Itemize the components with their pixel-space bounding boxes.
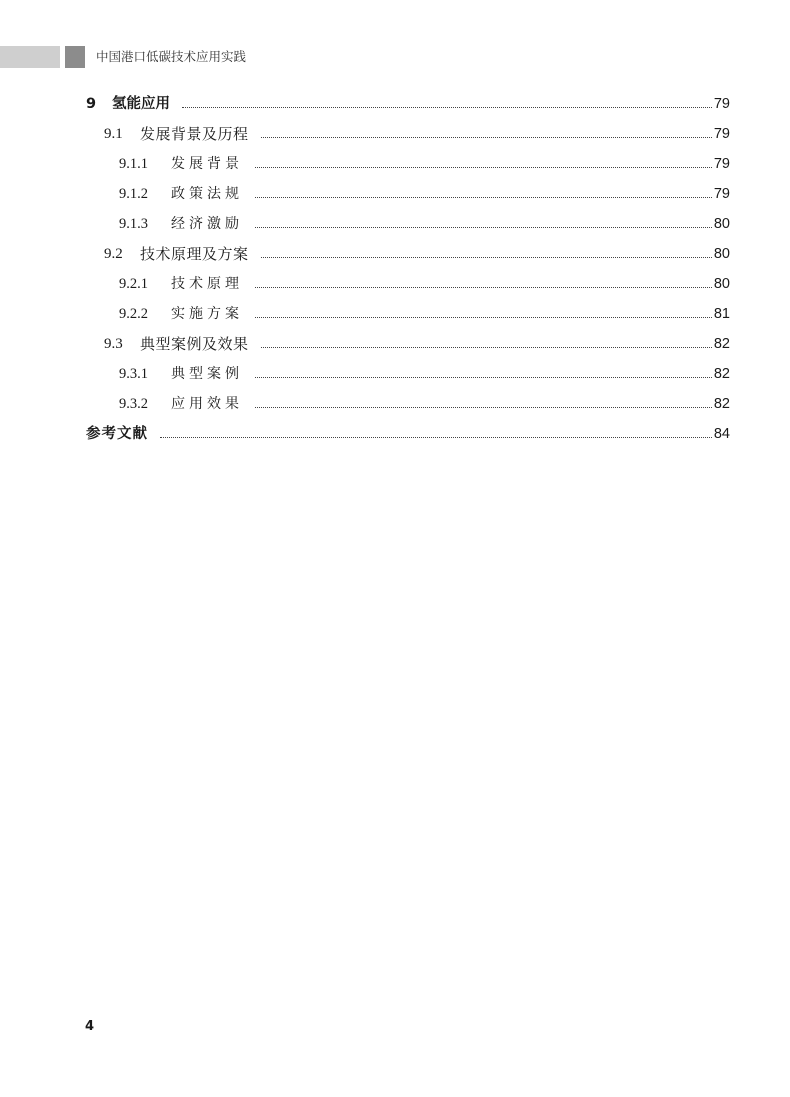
toc-entry-title: 经济激励 <box>171 216 243 232</box>
toc-entry-number: 9.2.2 <box>119 306 148 322</box>
page-number: 4 <box>85 1019 95 1034</box>
toc-entry-title: 应用效果 <box>171 396 243 412</box>
dot-leader <box>255 167 712 168</box>
toc-entry-number: 9.3 <box>104 336 123 352</box>
toc-entry-9-2-1[interactable] <box>119 269 730 299</box>
running-header-title: 中国港口低碳技术应用实践 <box>96 49 247 64</box>
toc-entry-title: 政策法规 <box>171 186 243 202</box>
toc-entry-page: 79 <box>713 126 730 142</box>
toc-entry-page: 80 <box>713 276 730 292</box>
toc-entry-9-1[interactable] <box>104 119 730 149</box>
dot-leader <box>255 227 712 228</box>
dot-leader <box>255 317 712 318</box>
toc-entry-chapter-9[interactable] <box>86 89 730 119</box>
dot-leader <box>182 107 712 108</box>
toc-entry-title: 参考文献 <box>86 426 148 442</box>
toc-entry-page: 81 <box>713 306 730 322</box>
toc-entry-number: 9.2 <box>104 246 123 262</box>
toc-entry-page: 82 <box>713 336 730 352</box>
toc-entry-9-1-3[interactable] <box>119 209 730 239</box>
toc-entry-number: 9.1 <box>104 126 123 142</box>
toc-entry-page: 82 <box>713 366 730 382</box>
toc-entry-page: 80 <box>713 246 730 262</box>
toc-entry-title: 技术原理 <box>171 276 243 292</box>
toc-entry-page: 84 <box>713 426 730 442</box>
dot-leader <box>255 287 712 288</box>
dot-leader <box>255 197 712 198</box>
toc-entry-number: 9.2.1 <box>119 276 148 292</box>
toc-entry-9-3-2[interactable] <box>119 389 730 419</box>
toc-entry-9-2-2[interactable] <box>119 299 730 329</box>
toc-entry-number: 9.1.1 <box>119 156 148 172</box>
toc-entry-9-1-2[interactable] <box>119 179 730 209</box>
toc-entry-9-3[interactable] <box>104 329 730 359</box>
toc-entry-number: 9.1.2 <box>119 186 148 202</box>
toc-entry-title: 氢能应用 <box>112 96 170 112</box>
toc-entry-title: 发展背景 <box>171 156 243 172</box>
toc-entry-title: 典型案例及效果 <box>140 335 249 353</box>
toc-entry-page: 79 <box>713 156 730 172</box>
toc-entry-title: 实施方案 <box>171 306 243 322</box>
toc-entry-title: 典型案例 <box>171 366 243 382</box>
header-dark-square <box>65 46 85 68</box>
toc-entry-number: 9.1.3 <box>119 216 148 232</box>
dot-leader <box>261 347 712 348</box>
dot-leader <box>255 407 712 408</box>
dot-leader <box>255 377 712 378</box>
toc-entry-9-3-1[interactable] <box>119 359 730 389</box>
dot-leader <box>261 257 712 258</box>
header-gray-bar <box>0 46 60 68</box>
toc-entry-title: 发展背景及历程 <box>140 125 249 143</box>
toc-entry-number: 9 <box>86 96 97 112</box>
toc-entry-page: 82 <box>713 396 730 412</box>
toc-entry-page: 79 <box>713 186 730 202</box>
dot-leader <box>261 137 712 138</box>
toc-entry-page: 80 <box>713 216 730 232</box>
toc-entry-number: 9.3.1 <box>119 366 148 382</box>
toc-entry-references[interactable] <box>86 419 730 449</box>
dot-leader <box>160 437 712 438</box>
toc-entry-title: 技术原理及方案 <box>140 245 249 263</box>
toc-entry-page: 79 <box>713 96 730 112</box>
toc-entry-9-1-1[interactable] <box>119 149 730 179</box>
toc-entry-9-2[interactable] <box>104 239 730 269</box>
toc-entry-number: 9.3.2 <box>119 396 148 412</box>
